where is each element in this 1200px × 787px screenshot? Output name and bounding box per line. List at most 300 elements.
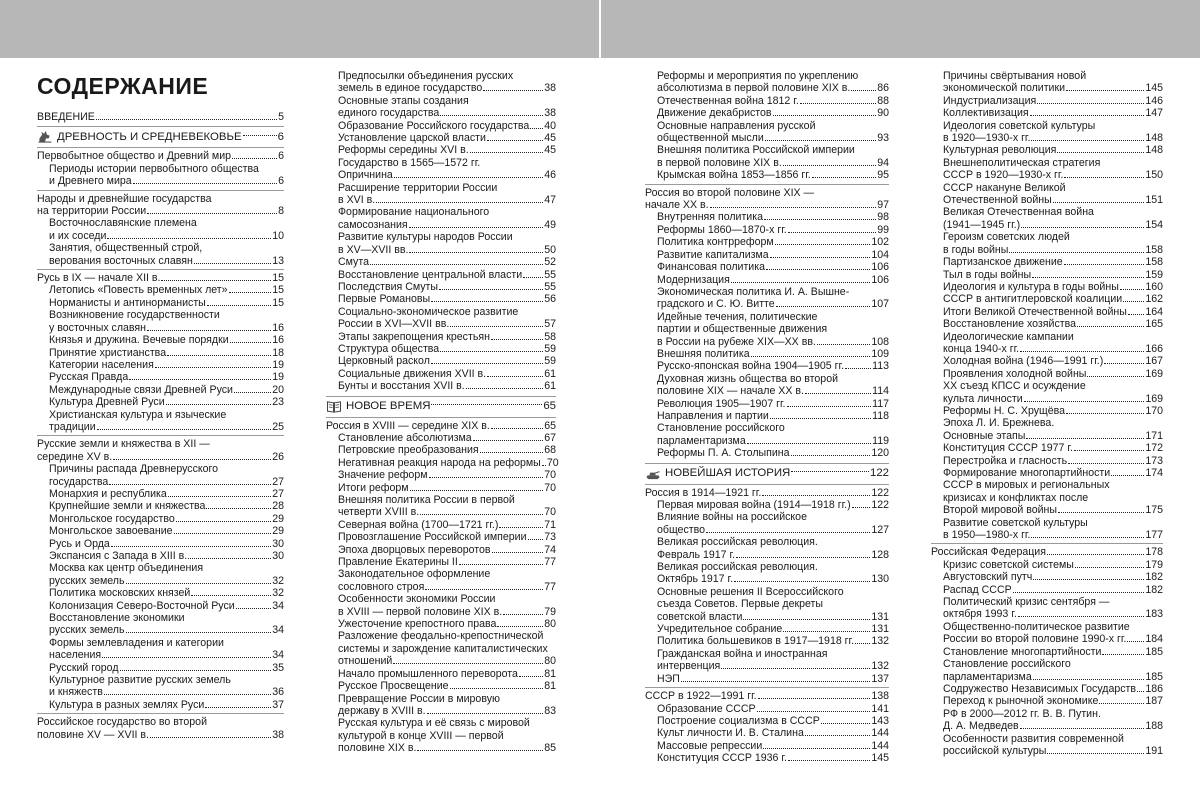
page-header-band	[0, 0, 1200, 58]
page-number: 55	[544, 280, 556, 293]
dot-leader	[817, 344, 870, 345]
toc-entry-title: середине XV в.	[37, 450, 113, 463]
toc-entry[interactable]	[326, 343, 556, 355]
toc-entry[interactable]	[931, 107, 1163, 119]
toc-entry[interactable]	[326, 469, 556, 481]
dot-leader	[736, 557, 870, 558]
page-number: 30	[272, 537, 284, 550]
toc-entry-title: НЭП	[657, 672, 680, 685]
dot-leader	[783, 631, 870, 632]
page-number: 61	[544, 367, 556, 380]
dot-leader	[773, 115, 877, 116]
toc-entry-line	[943, 529, 1163, 541]
toc-entry[interactable]	[645, 511, 889, 536]
toc-entry-line	[943, 269, 1163, 281]
toc-entry[interactable]	[931, 70, 1163, 95]
page-number: 59	[544, 355, 556, 368]
page-number: 58	[544, 330, 556, 343]
toc-entry[interactable]	[645, 648, 889, 673]
toc-entry[interactable]	[37, 384, 284, 396]
page-number: 40	[544, 119, 556, 132]
toc-entry[interactable]	[931, 380, 1163, 405]
toc-entry-line	[943, 293, 1163, 305]
page-number: 25	[272, 420, 284, 433]
toc-entry[interactable]	[645, 484, 889, 499]
toc-entry[interactable]	[645, 447, 889, 459]
toc-entry[interactable]	[645, 184, 889, 212]
toc-entry[interactable]	[645, 311, 889, 348]
toc-entry[interactable]	[326, 182, 556, 207]
toc-entry[interactable]	[931, 559, 1163, 571]
toc-entry[interactable]	[931, 355, 1163, 367]
page-number: 167	[1145, 355, 1163, 368]
page-number: 45	[544, 144, 556, 157]
toc-entry[interactable]	[931, 621, 1163, 646]
toc-entry[interactable]	[645, 586, 889, 623]
page-number: 20	[272, 383, 284, 396]
toc-entry[interactable]	[326, 680, 556, 692]
toc-entry-title: Российская Федерация	[931, 546, 1046, 559]
dot-leader	[763, 748, 870, 749]
page-number: 184	[1145, 633, 1163, 646]
toc-entry-title: Крупнейшие земли и княжества	[49, 500, 206, 513]
toc-entry-title: Возникновение государственности	[49, 309, 220, 322]
toc-entry-title: традиции	[49, 420, 96, 433]
toc-entry[interactable]	[326, 157, 556, 169]
toc-entry-line	[657, 224, 889, 236]
toc-entry[interactable]	[326, 519, 556, 531]
toc-entry[interactable]	[931, 281, 1163, 293]
toc-entry-line	[943, 281, 1163, 293]
toc-entry[interactable]	[326, 231, 556, 256]
toc-entry-title: Идейные течения, политические	[657, 310, 818, 323]
toc-entry[interactable]	[37, 662, 284, 674]
toc-entry-line	[49, 334, 284, 346]
toc-entry[interactable]	[931, 708, 1163, 720]
toc-entry[interactable]	[326, 531, 556, 543]
toc-entry[interactable]	[645, 169, 889, 181]
toc-entry-line	[338, 368, 556, 380]
toc-entry[interactable]	[931, 658, 1163, 683]
page-number: 86	[877, 82, 889, 95]
page-number: 144	[871, 727, 889, 740]
toc-entry-title: Эпоха дворцовых переворотов	[338, 543, 491, 556]
toc-entry-title: Великая российская революция.	[657, 536, 818, 549]
toc-entry[interactable]	[931, 720, 1163, 732]
dot-leader	[96, 119, 277, 120]
toc-entry[interactable]	[37, 525, 284, 537]
toc-entry-line	[49, 600, 284, 612]
toc-entry[interactable]	[931, 430, 1163, 442]
toc-entry[interactable]	[37, 587, 284, 599]
toc-entry[interactable]	[645, 249, 889, 261]
toc-entry[interactable]	[37, 463, 284, 488]
toc-entry[interactable]	[326, 568, 556, 593]
page-number: 18	[272, 346, 284, 359]
toc-entry-title: Россия во второй половине XIX —	[645, 186, 815, 199]
toc-entry[interactable]	[931, 269, 1163, 281]
toc-entry-title: Русская Правда	[49, 371, 129, 384]
toc-entry-title: РФ в 2000—2012 гг. В. В. Путин.	[943, 707, 1101, 720]
toc-entry[interactable]	[326, 95, 556, 120]
toc-entry[interactable]	[37, 371, 284, 383]
toc-entry-title: Христианская культура и языческие	[49, 408, 227, 421]
toc-entry[interactable]	[326, 556, 556, 568]
page-number: 65	[543, 399, 556, 412]
toc-entry-title: Установление царской власти	[338, 132, 486, 145]
toc-entry-title: в 1950—1980-х гг.	[943, 529, 1031, 542]
toc-entry[interactable]	[645, 261, 889, 273]
toc-entry[interactable]	[931, 95, 1163, 107]
toc-entry[interactable]	[645, 687, 889, 702]
toc-entry-title: Переход к рыночной экономике	[943, 695, 1099, 708]
toc-entry-title: парламентаризма	[943, 670, 1032, 683]
page-number: 145	[871, 752, 889, 765]
toc-entry[interactable]	[37, 111, 284, 123]
toc-entry[interactable]	[37, 297, 284, 309]
toc-entry[interactable]	[645, 286, 889, 311]
toc-entry[interactable]	[37, 550, 284, 562]
dot-leader	[821, 723, 871, 724]
toc-entry[interactable]	[37, 513, 284, 525]
toc-entry[interactable]	[326, 544, 556, 556]
toc-entry[interactable]	[37, 562, 284, 587]
dot-leader	[440, 351, 543, 352]
toc-entry[interactable]	[37, 500, 284, 512]
page-number: 61	[544, 380, 556, 393]
toc-entry[interactable]	[931, 596, 1163, 621]
toc-entry[interactable]	[931, 467, 1163, 479]
dot-leader	[234, 392, 271, 393]
toc-entry[interactable]	[645, 727, 889, 739]
toc-entry[interactable]	[645, 224, 889, 236]
toc-entry[interactable]	[326, 331, 556, 343]
toc-entry-title: Российское государство во второй	[37, 716, 207, 729]
toc-entry-title: Августовский путч	[943, 571, 1033, 584]
toc-entry-title: Москва как центр объединения	[49, 562, 204, 575]
page-number: 6	[277, 130, 284, 143]
toc-entry-title: Формирование многопартийности	[943, 467, 1111, 479]
dot-leader	[155, 367, 271, 368]
toc-entry-line	[338, 343, 556, 355]
dot-leader	[167, 355, 271, 356]
toc-entry[interactable]	[326, 368, 556, 380]
toc-entry[interactable]	[645, 422, 889, 447]
page-number: 83	[544, 704, 556, 717]
toc-entry[interactable]	[931, 331, 1163, 356]
page-number: 169	[1145, 367, 1163, 380]
toc-entry-title: Политика контрреформ	[657, 236, 774, 249]
section-heading[interactable]	[37, 126, 284, 145]
dot-leader	[1031, 537, 1144, 538]
toc-entry[interactable]	[326, 494, 556, 519]
toc-entry[interactable]	[326, 482, 556, 494]
toc-entry-title: культурой в конце XVIII — первой	[338, 729, 504, 742]
toc-entry[interactable]	[326, 206, 556, 231]
toc-entry-title: Россия в 1914—1921 гг.	[645, 486, 762, 499]
page-number: 38	[544, 107, 556, 120]
toc-entry[interactable]	[645, 211, 889, 223]
toc-entry[interactable]	[326, 256, 556, 268]
toc-entry[interactable]	[931, 695, 1163, 707]
toc-entry[interactable]	[326, 432, 556, 444]
toc-entry[interactable]	[931, 120, 1163, 145]
toc-entry[interactable]	[645, 274, 889, 286]
toc-entry[interactable]	[645, 70, 889, 95]
toc-entry-line	[49, 575, 284, 587]
toc-entry[interactable]	[326, 444, 556, 456]
toc-entry-line	[49, 255, 284, 267]
toc-entry[interactable]	[931, 368, 1163, 380]
toc-entry-title: Петровские преобразования	[338, 444, 479, 457]
dot-leader	[113, 459, 271, 460]
toc-entry-title: Реформы и мероприятия по укреплению	[657, 70, 859, 82]
toc-entry-line	[338, 680, 556, 692]
toc-entry[interactable]	[931, 182, 1163, 207]
dot-leader	[1087, 376, 1144, 377]
toc-entry[interactable]	[326, 456, 559, 469]
toc-entry[interactable]	[37, 409, 284, 434]
toc-entry[interactable]	[37, 699, 284, 711]
toc-entry[interactable]	[326, 593, 556, 618]
toc-entry[interactable]	[931, 683, 1163, 695]
toc-entry-line	[49, 686, 284, 698]
toc-entry[interactable]	[645, 348, 889, 360]
toc-entry[interactable]	[645, 144, 889, 169]
toc-entry[interactable]	[37, 217, 284, 242]
toc-entry[interactable]	[326, 70, 556, 95]
toc-entry-title: Экономическая политика И. А. Вышне-	[657, 285, 850, 298]
toc-entry[interactable]	[931, 479, 1163, 516]
dot-leader	[107, 238, 271, 239]
toc-entry[interactable]	[326, 132, 556, 144]
toc-entry[interactable]	[37, 242, 284, 267]
toc-entry-line	[657, 211, 889, 223]
page-number: 73	[544, 531, 556, 544]
toc-entry[interactable]	[37, 359, 284, 371]
toc-entry[interactable]	[326, 668, 556, 680]
toc-entry[interactable]	[931, 733, 1163, 758]
toc-entry[interactable]	[645, 536, 889, 561]
toc-entry[interactable]	[645, 499, 889, 511]
page-number: 165	[1145, 318, 1163, 331]
toc-entry[interactable]	[645, 703, 889, 715]
toc-entry-title: самосознания	[338, 218, 408, 231]
dot-leader	[855, 643, 870, 644]
toc-entry[interactable]	[931, 584, 1163, 596]
toc-entry-title: Русь в IX — начале XII в.	[37, 272, 161, 285]
toc-entry[interactable]	[931, 405, 1163, 417]
toc-entry[interactable]	[645, 95, 889, 107]
toc-entry[interactable]	[645, 236, 889, 248]
toc-entry-line	[49, 624, 284, 636]
toc-entry[interactable]	[37, 674, 284, 699]
toc-entry-line	[943, 671, 1163, 683]
toc-entry-title: Русь и Орда	[49, 537, 110, 550]
toc-entry-title: Политика большевиков в 1917—1918 гг.	[657, 635, 855, 648]
toc-entry[interactable]	[326, 281, 556, 293]
toc-entry[interactable]	[326, 618, 556, 630]
toc-entry-line	[943, 318, 1163, 330]
toc-entry-title: Идеология и культура в годы войны	[943, 280, 1119, 293]
toc-entry[interactable]	[37, 488, 284, 500]
toc-entry-line	[49, 297, 284, 309]
toc-entry-line	[943, 144, 1163, 156]
toc-entry[interactable]	[37, 396, 284, 408]
toc-entry[interactable]	[326, 693, 556, 718]
dot-leader	[431, 363, 543, 364]
toc-entry-line	[943, 132, 1163, 144]
toc-entry-line	[943, 442, 1163, 454]
toc-entry-title: Реформы Н. С. Хрущёва	[943, 404, 1066, 417]
toc-entry[interactable]	[931, 144, 1163, 156]
toc-entry-line	[338, 219, 556, 231]
toc-entry[interactable]	[645, 373, 889, 398]
page-number: 6	[278, 150, 284, 163]
dot-leader	[758, 698, 871, 699]
toc-entry[interactable]	[326, 717, 556, 754]
dot-leader	[791, 455, 871, 456]
toc-entry-line	[49, 230, 284, 242]
toc-entry[interactable]	[326, 293, 556, 305]
toc-entry[interactable]	[326, 306, 556, 331]
toc-entry[interactable]	[326, 169, 556, 181]
toc-entry-title: и княжеств	[49, 686, 103, 699]
toc-entry[interactable]	[931, 442, 1163, 454]
toc-entry[interactable]	[645, 752, 889, 764]
toc-entry-title: Становление многопартийности	[943, 645, 1102, 658]
page-number: 122	[871, 486, 889, 499]
page-number: 131	[871, 623, 889, 636]
toc-entry[interactable]	[37, 334, 284, 346]
dot-leader	[1026, 438, 1144, 439]
dot-leader	[734, 581, 870, 582]
toc-entry[interactable]	[931, 318, 1163, 330]
toc-entry[interactable]	[37, 713, 284, 741]
toc-entry[interactable]	[37, 309, 284, 334]
dot-leader	[497, 626, 543, 627]
toc-entry[interactable]	[326, 417, 556, 432]
toc-entry[interactable]	[37, 637, 284, 662]
toc-entry[interactable]	[645, 360, 889, 372]
toc-entry[interactable]	[931, 543, 1163, 558]
toc-entry[interactable]	[645, 561, 889, 586]
toc-entry[interactable]	[931, 646, 1163, 658]
page-number: 106	[871, 261, 889, 274]
toc-entry[interactable]	[326, 380, 556, 392]
dot-leader	[528, 539, 544, 540]
page-number: 70	[544, 506, 556, 519]
toc-entry[interactable]	[37, 147, 284, 162]
toc-entry[interactable]	[645, 398, 889, 410]
toc-entry-title: Д. А. Медведев	[943, 720, 1019, 733]
dot-leader	[776, 306, 871, 307]
toc-entry-title: Революция 1905—1907 гг.	[657, 397, 786, 410]
dot-leader	[1074, 450, 1144, 451]
toc-entry[interactable]	[37, 347, 284, 359]
toc-entry-line	[657, 336, 889, 348]
toc-entry[interactable]	[931, 306, 1163, 318]
toc-entry[interactable]	[37, 163, 284, 188]
section-heading[interactable]	[326, 396, 556, 415]
dot-leader	[370, 264, 543, 265]
section-heading[interactable]	[645, 463, 889, 482]
toc-entry-title: Основные решения II Всероссийского	[657, 585, 844, 598]
toc-entry[interactable]	[326, 144, 556, 156]
toc-entry[interactable]	[37, 269, 284, 284]
toc-entry-title: державу в XVIII в.	[338, 704, 426, 717]
toc-entry-line	[338, 269, 556, 281]
toc-entry[interactable]	[931, 417, 1163, 429]
toc-entry[interactable]	[645, 740, 889, 752]
toc-entries	[645, 70, 889, 765]
toc-entry-title: Первая мировая война (1914—1918 гг.)	[657, 499, 851, 511]
toc-entry-title: Русский город	[49, 661, 119, 674]
dot-leader	[150, 737, 271, 738]
toc-entry[interactable]	[645, 635, 889, 647]
toc-entry[interactable]	[37, 612, 284, 637]
toc-entry[interactable]	[37, 190, 284, 218]
toc-entry-title: Основные направления русской	[657, 119, 816, 132]
toc-entry-title: (1941—1945 гг.)	[943, 218, 1021, 231]
dot-leader	[188, 558, 271, 559]
toc-entry-line	[657, 348, 889, 360]
toc-entry-line	[657, 298, 889, 310]
toc-entry[interactable]	[931, 455, 1163, 467]
page-number: 88	[877, 94, 889, 107]
dot-leader	[232, 158, 277, 159]
dot-leader	[1021, 227, 1144, 228]
toc-entry[interactable]	[931, 157, 1163, 182]
toc-entry[interactable]	[931, 231, 1163, 256]
dot-leader	[166, 404, 272, 405]
toc-entry[interactable]	[931, 206, 1163, 231]
toc-entry[interactable]	[931, 293, 1163, 305]
toc-entry[interactable]	[37, 538, 284, 550]
toc-entry[interactable]	[931, 256, 1163, 268]
toc-entry[interactable]	[645, 120, 889, 145]
toc-entry-title: СССР накануне Великой	[943, 181, 1066, 194]
toc-entry[interactable]	[931, 517, 1163, 542]
toc-entry-title: Массовые репрессии	[657, 739, 763, 752]
page-number: 94	[877, 156, 889, 169]
toc-entry[interactable]	[645, 715, 889, 727]
toc-entry-title: Северная война (1700—1721 гг.)	[338, 518, 499, 531]
toc-entry[interactable]	[326, 120, 556, 132]
page-number: 32	[272, 587, 284, 600]
page-number: 71	[544, 518, 556, 531]
toc-entry[interactable]	[37, 435, 284, 463]
toc-entry[interactable]	[37, 284, 284, 296]
toc-entry-title: Отечественная война 1812 г.	[657, 94, 799, 107]
toc-entry[interactable]	[326, 630, 556, 667]
toc-entry[interactable]	[326, 355, 556, 367]
toc-entry[interactable]	[645, 623, 889, 635]
toc-entry-title: Этапы закрепощения крестьян	[338, 330, 490, 343]
toc-entry[interactable]	[645, 107, 889, 119]
toc-entry[interactable]	[645, 410, 889, 422]
dot-leader	[721, 668, 870, 669]
toc-entry[interactable]	[37, 600, 284, 612]
toc-entry-title: Монгольское завоевание	[49, 525, 173, 538]
toc-entry-title: единого государства	[338, 107, 440, 120]
dot-leader	[440, 115, 543, 116]
toc-entry[interactable]	[326, 269, 556, 281]
toc-entry[interactable]	[931, 571, 1163, 583]
toc-entry[interactable]	[645, 673, 889, 685]
dot-leader	[706, 532, 870, 533]
toc-entry-line	[49, 322, 284, 334]
